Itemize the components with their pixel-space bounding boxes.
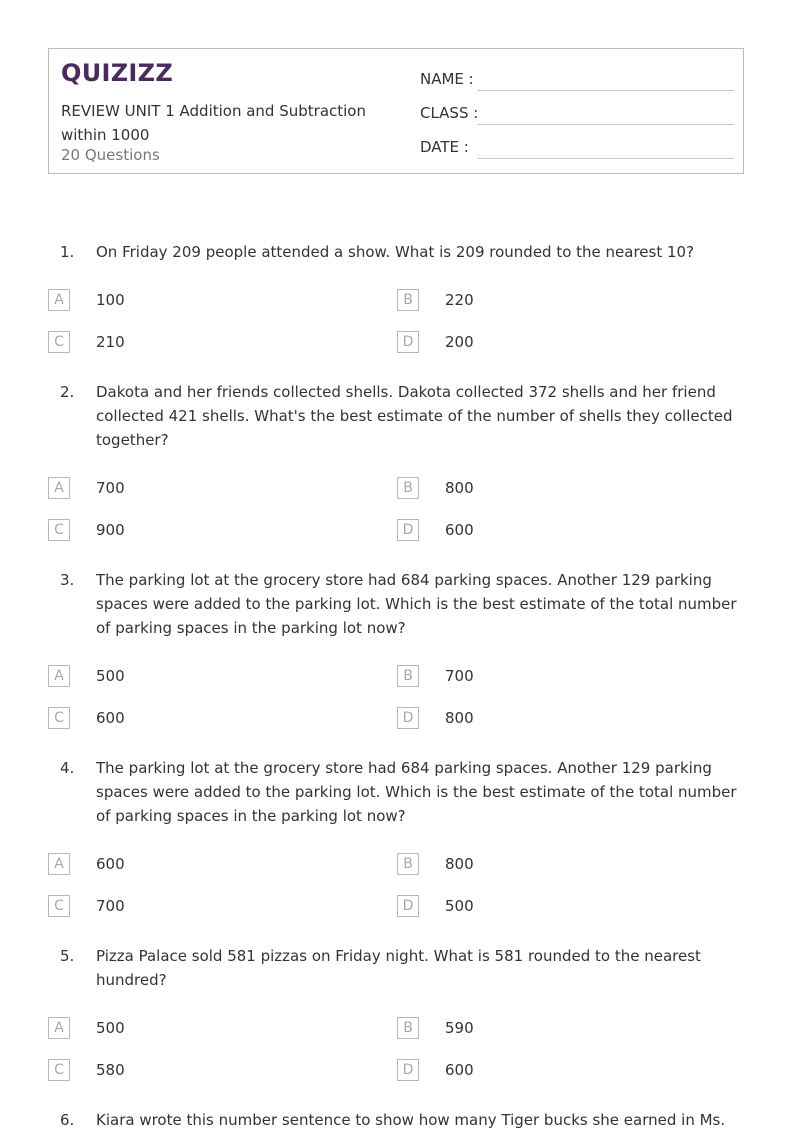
name-field (420, 67, 734, 91)
question-number: 2. (60, 383, 75, 401)
question-text: Kiara wrote this number sentence to show how many Tiger bucks she earned in Ms. (96, 1111, 726, 1129)
option-text: 100 (96, 291, 125, 309)
option-letter-box: A (48, 665, 70, 687)
question-text: The parking lot at the grocery store had 684 parking spaces. Another 129 parking spaces were added to the parking lot. Which is the best estimate of the total number of parking spaces in the parking lot now? (96, 571, 737, 637)
option-letter-box: C (48, 1059, 70, 1081)
option-letter-box: D (397, 519, 419, 541)
option-text: 500 (96, 667, 125, 685)
date-line (478, 158, 734, 159)
option-text: 700 (445, 667, 474, 685)
class-field (420, 101, 734, 125)
option-text: 590 (445, 1019, 474, 1037)
option-letter-box: A (48, 1017, 70, 1039)
question-count: 20 Questions (61, 146, 160, 164)
option-text: 500 (96, 1019, 125, 1037)
option-letter-box: A (48, 853, 70, 875)
option-letter-box: D (397, 895, 419, 917)
option-letter-box: B (397, 853, 419, 875)
question-text: The parking lot at the grocery store had 684 parking spaces. Another 129 parking spaces were added to the parking lot. Which is the best estimate of the total number of parking spaces in the parking lot now? (96, 759, 737, 825)
date-field (420, 135, 734, 159)
option-text: 220 (445, 291, 474, 309)
option-letter-box: C (48, 519, 70, 541)
option-text: 580 (96, 1061, 125, 1079)
question-number: 5. (60, 947, 75, 965)
option-text: 210 (96, 333, 125, 351)
name-line (478, 90, 734, 91)
question-text: Pizza Palace sold 581 pizzas on Friday night. What is 581 rounded to the nearest hundred? (96, 947, 701, 989)
option-text: 600 (445, 1061, 474, 1079)
option-letter-box: A (48, 289, 70, 311)
option-letter-box: D (397, 707, 419, 729)
option-text: 500 (445, 897, 474, 915)
option-text: 600 (445, 521, 474, 539)
option-text: 800 (445, 479, 474, 497)
option-text: 700 (96, 897, 125, 915)
question-number: 6. (60, 1111, 75, 1129)
question-text: On Friday 209 people attended a show. What is 209 rounded to the nearest 10? (96, 243, 695, 261)
class-line (478, 124, 734, 125)
name-label: NAME : (420, 70, 474, 88)
option-letter-box: B (397, 1017, 419, 1039)
option-text: 800 (445, 709, 474, 727)
quizizz-logo: QUIZIZZ (61, 59, 174, 87)
option-letter-box: B (397, 477, 419, 499)
option-letter-box: A (48, 477, 70, 499)
option-letter-box: C (48, 707, 70, 729)
option-letter-box: C (48, 331, 70, 353)
worksheet-title: REVIEW UNIT 1 Addition and Subtraction within 1000 (61, 102, 366, 144)
option-letter-box: B (397, 665, 419, 687)
option-letter-box: D (397, 331, 419, 353)
option-text: 700 (96, 479, 125, 497)
option-text: 900 (96, 521, 125, 539)
option-letter-box: B (397, 289, 419, 311)
option-text: 600 (96, 855, 125, 873)
option-letter-box: D (397, 1059, 419, 1081)
option-text: 200 (445, 333, 474, 351)
question-number: 1. (60, 243, 75, 261)
question-number: 3. (60, 571, 75, 589)
date-label: DATE : (420, 138, 469, 156)
question-text: Dakota and her friends collected shells. Dakota collected 372 shells and her friend collected 421 shells. What's the best estimate of the number of shells they collected together? (96, 383, 733, 449)
option-text: 600 (96, 709, 125, 727)
option-text: 800 (445, 855, 474, 873)
class-label: CLASS : (420, 104, 479, 122)
question-number: 4. (60, 759, 75, 777)
worksheet-header (48, 48, 744, 174)
option-letter-box: C (48, 895, 70, 917)
